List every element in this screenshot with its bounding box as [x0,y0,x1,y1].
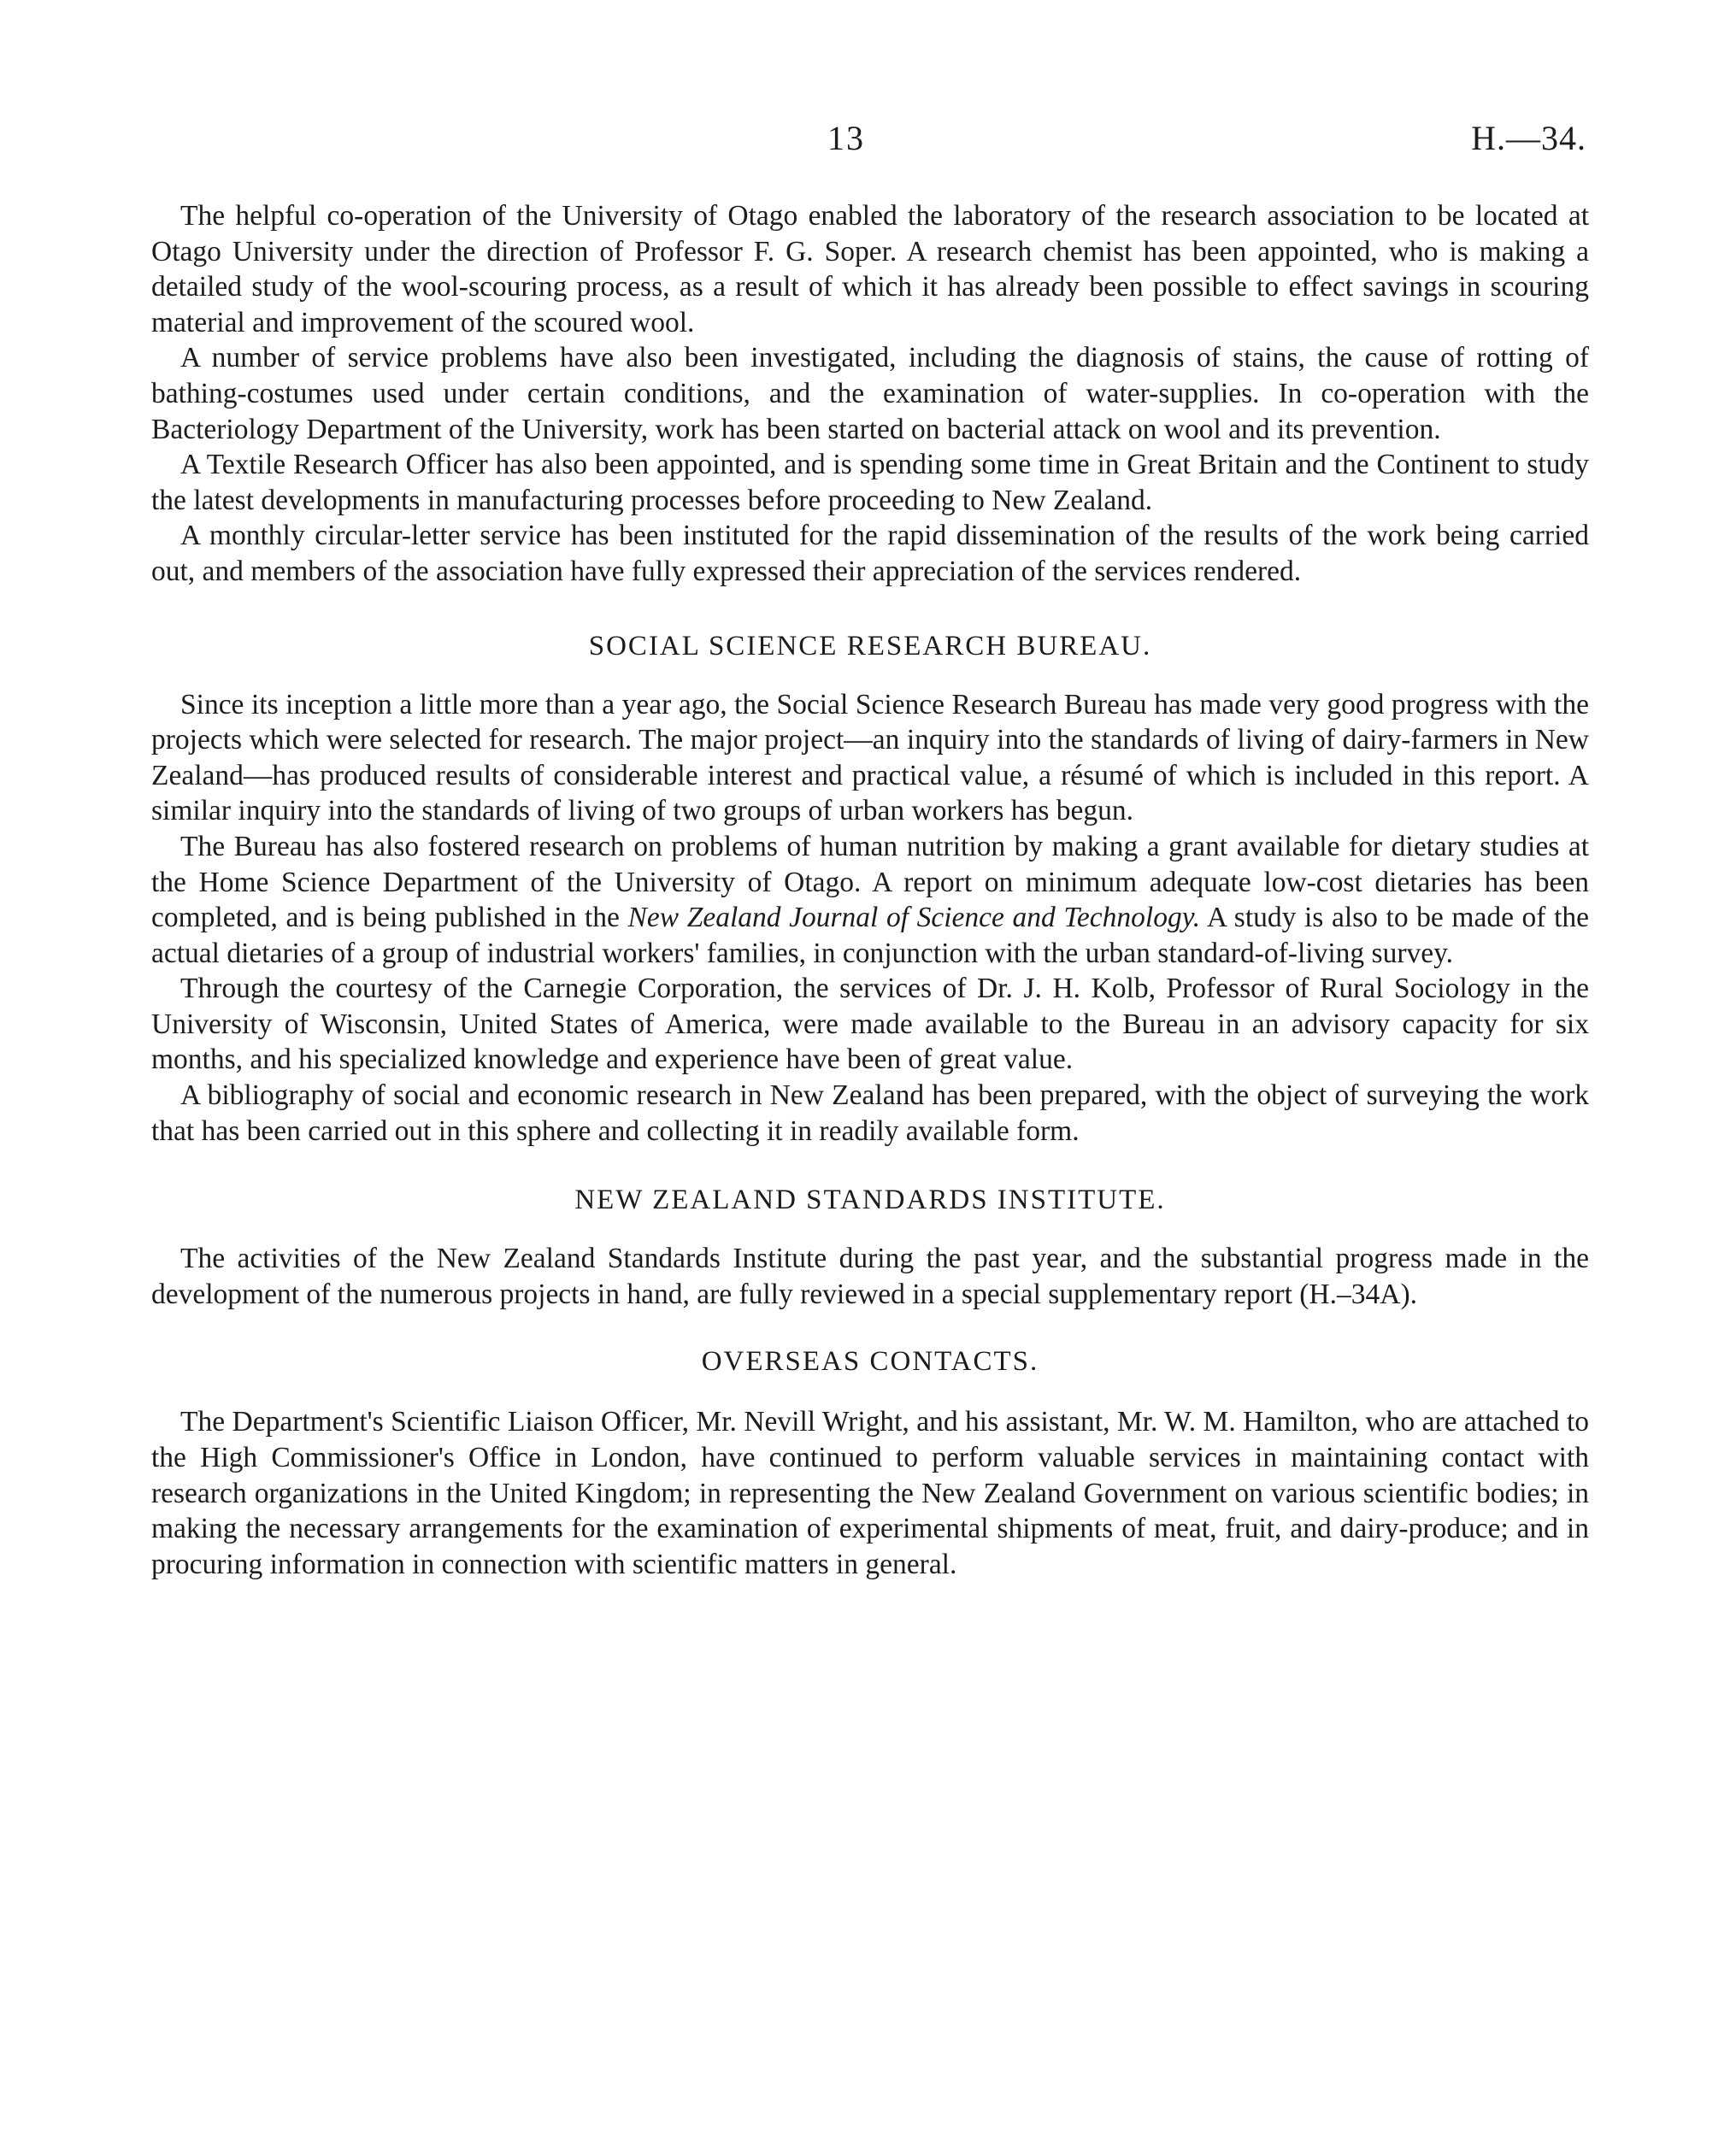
paragraph-standards-activities [151,1241,1589,1312]
social-science-section [151,629,1589,1149]
standards-institute-section [151,1183,1589,1312]
nutrition-text-start: The Bureau has also fostered research on problems of human nutrition by making a grant available for dietary studies at the Home Science Department of the University of Otago. A report on minimum adequate low-cost dietaries has been completed, and is being published in the [151,830,1589,934]
wool-research-section [151,198,1589,590]
paragraph-circular-letter: A monthly circular-letter service has been instituted for the rapid dissemination of the results of the work being carried out, and members of the association have fully expressed their appreciation of the services rendered. [151,520,1589,587]
paragraph-bureau-progress: Since its inception a little more than a year ago, the Social Science Research Bureau has made very good progress with the projects which were selected for research. The major project—an inquiry into the standards of living of dairy-farmers in New Zealand—has produced results of considerable interest and practical value, a résumé of which is included in this report. A similar inquiry into the standards of living of two groups of urban workers has begun. [151,688,1589,827]
document-reference: H.—34. [1471,119,1586,157]
supplementary-report-ref: (H.–34A). [1299,1278,1417,1310]
page-number: 13 [827,119,865,157]
paragraph-carnegie: Through the courtesy of the Carnegie Corporation, the services of Dr. J. H. Kolb, Professor of Rural Sociology in the University of Wisconsin, United States of America, were made available to the Bureau in an advisory capacity for six months, and his specialized knowledge and experience have been of great value. [151,973,1589,1076]
nutrition-text-end: A study is also to be made of the actual dietaries of a group of industrial workers' families, in conjunction with the urban standard-of-living survey. [151,902,1589,969]
paragraph-otago-laboratory: The helpful co-operation of the University of Otago enabled the laboratory of the research association to be located at Otago University under the direction of Professor F. G. Soper. A research chemist has been appointed, who is making a detailed study of the wool-scouring process, as a result of which it has already been possible to effect savings in scouring material and improvement of the scoured wool. [151,200,1589,338]
overseas-contacts-section [151,1344,1589,1582]
paragraph-service-problems: A number of service problems have also been investigated, including the diagnosis of stains, the cause of rotting of bathing-costumes used under certain conditions, and the examination of water-supplies. In co-operation with the Bacteriology Department of the University, work has been started on bacterial attack on wool and its prevention. [151,342,1589,445]
heading-overseas-contacts: OVERSEAS CONTACTS. [701,1346,1039,1378]
heading-social-science: SOCIAL SCIENCE RESEARCH BUREAU. [588,630,1152,661]
journal-title: New Zealand Journal of Science and Technology. [627,902,1201,934]
paragraph-nutrition-research [151,829,1589,971]
paragraph-bibliography: A bibliography of social and economic research in New Zealand has been prepared, with the object of surveying the work that has been carried out in this sphere and collecting it in readily available form. [151,1079,1589,1147]
paragraph-textile-officer: A Textile Research Officer has also been appointed, and is spending some time in Great Britain and the Continent to study the latest developments in manufacturing processes before proceeding to New Zealand. [151,449,1589,516]
heading-standards-institute: NEW ZEALAND STANDARDS INSTITUTE. [574,1185,1166,1216]
paragraph-liaison-officer: The Department's Scientific Liaison Officer, Mr. Nevill Wright, and his assistant, Mr. W. M. Hamilton, who are attached to the High Commissioner's Office in London, have continued to perform valuable services in maintaining contact with research organizations in the United Kingdom; in representing the New Zealand Government on various scientific bodies; in making the necessary arrangements for the examination of experimental shipments of meat, fruit, and dairy-produce; and in procuring information in connection with scientific matters in general. [151,1406,1589,1580]
standards-text: The activities of the New Zealand Standards Institute during the past year, and the substantial progress made in the development of the numerous projects in hand, are fully reviewed in a special supplementary report [151,1243,1589,1310]
page-body [151,198,1589,1582]
